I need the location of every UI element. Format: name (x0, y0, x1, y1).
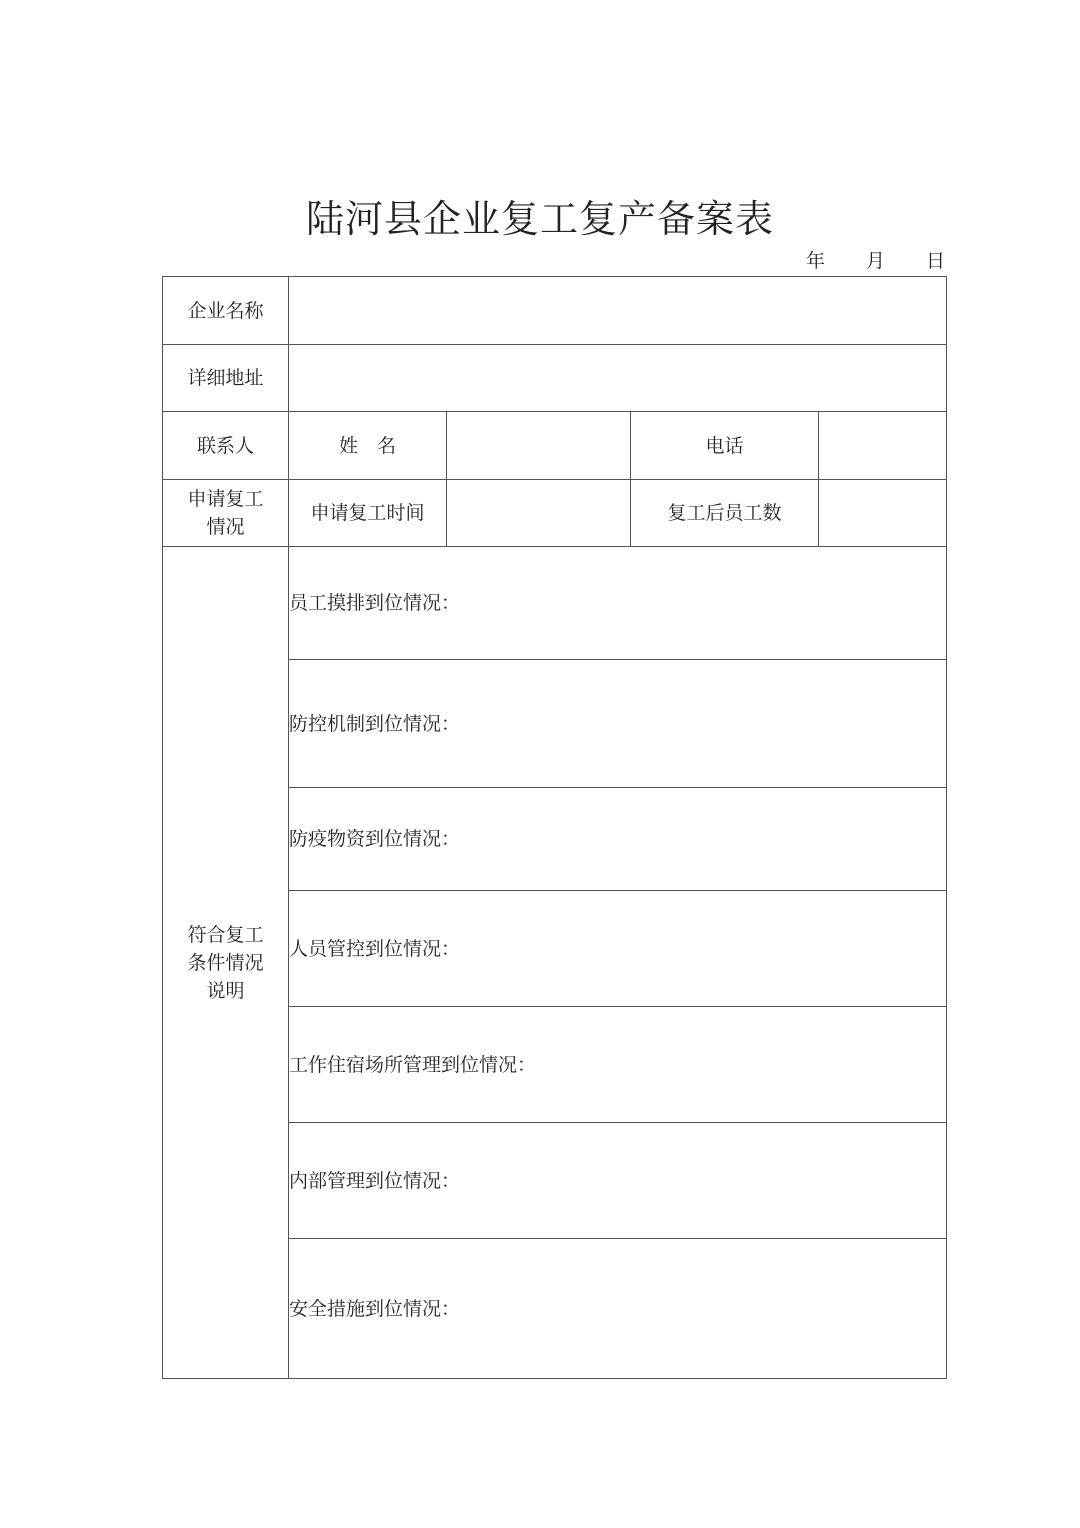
address-label: 详细地址 (163, 345, 289, 412)
company-name-field[interactable] (289, 277, 947, 345)
row-apply (163, 480, 947, 547)
apply-time-label: 申请复工时间 (289, 480, 447, 547)
row-contact (163, 412, 947, 480)
contact-name-field[interactable] (447, 412, 631, 480)
row-condition-staff-check (163, 547, 947, 660)
condition-field[interactable] (289, 788, 947, 891)
condition-field[interactable] (289, 660, 947, 788)
address-field[interactable] (289, 345, 947, 412)
apply-time-field[interactable] (447, 480, 631, 547)
condition-label: 员工摸排到位情况： (289, 592, 461, 614)
condition-field[interactable] (289, 1123, 947, 1239)
contact-label: 联系人 (163, 412, 289, 480)
condition-field[interactable] (289, 1007, 947, 1123)
apply-status-label-line2: 情况 (206, 516, 245, 538)
date-year-label: 年 (806, 250, 826, 272)
staff-count-field[interactable] (819, 480, 947, 547)
condition-label: 内部管理到位情况： (289, 1169, 461, 1192)
apply-status-label (163, 480, 289, 547)
staff-count-label: 复工后员工数 (631, 480, 819, 547)
form-title: 陆河县企业复工复产备案表 (305, 197, 774, 241)
row-company-name (163, 277, 947, 345)
registration-form-table (162, 276, 947, 1379)
condition-label: 防疫物资到位情况： (289, 828, 461, 850)
conditions-label (163, 547, 289, 1379)
conditions-label-line2: 条件情况 (187, 951, 264, 974)
conditions-label-line1: 符合复工 (187, 923, 264, 946)
condition-field[interactable] (289, 1239, 947, 1379)
condition-label: 工作住宿场所管理到位情况： (289, 1053, 537, 1076)
condition-field[interactable] (289, 547, 947, 660)
date-day-label: 日 (926, 250, 946, 272)
row-address (163, 345, 947, 412)
company-name-label: 企业名称 (163, 277, 289, 345)
condition-label: 人员管控到位情况： (289, 937, 461, 960)
date-month-label: 月 (866, 250, 886, 272)
contact-name-label: 姓 名 (289, 412, 447, 480)
conditions-label-line3: 说明 (206, 979, 245, 1002)
apply-status-label-line1: 申请复工 (187, 488, 264, 510)
contact-phone-label: 电话 (631, 412, 819, 480)
contact-phone-field[interactable] (819, 412, 947, 480)
condition-label: 防控机制到位情况： (289, 712, 461, 735)
condition-label: 安全措施到位情况： (289, 1297, 461, 1320)
condition-field[interactable] (289, 891, 947, 1007)
